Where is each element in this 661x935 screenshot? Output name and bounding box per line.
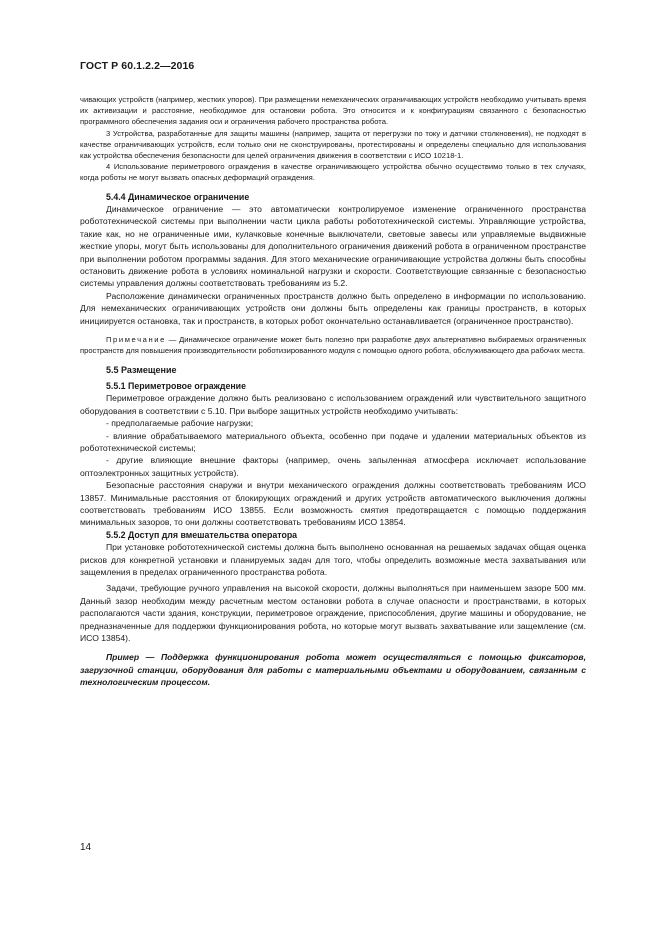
page-header-standard: ГОСТ Р 60.1.2.2—2016 — [80, 60, 195, 72]
list-item: - другие влияющие внешние факторы (например, очень запыленная атмосфера исключает использование оптоэлектронных защитных устройств). — [80, 455, 586, 478]
note-3: 3 Устройства, разработанные для защиты машины (например, защита от перегрузки по току и датчики столкновения), не подходят в качестве ограничивающих устройств, если только они не сконструированы, протестированы и определены специально для использования как устройства обеспечения безопасности для целей ограничения движения в соответствии с ИСО 10218-1. — [80, 128, 586, 161]
heading-5-5: 5.5 Размещение — [106, 364, 177, 375]
page-body — [80, 94, 586, 689]
heading-5-5-1: 5.5.1 Периметровое ограждение — [106, 380, 246, 391]
example-text: — Поддержка функционирования робота может осуществляться с помощью фиксаторов, загрузочной станции, оборудования для работы с материальными объектами и оборудованием, связанным с технологическим процессом. — [80, 652, 586, 688]
paragraph-safe-distances: Безопасные расстояния снаружи и внутри механического ограждения должны соответствовать требованиям ИСО 13857. Минимальные расстояния от блокирующих ограждений и других устройств автоматического выключения должны соответствовать требованиям ИСО 13855. Если возможность смятия предотвращается с помощью поддержания минимальных зазоров, то они должны соответствовать требованиям ИСО 13854. — [80, 480, 586, 528]
list-item: - предполагаемые рабочие нагрузки; — [106, 418, 254, 429]
paragraph-risk-assessment: При установке робототехнической системы должна быть выполнено основанная на решаемых задачах общая оценка рисков для конкретной установки и планируемых задач для того, чтобы определить возможные места захватывания или защемления в пределах ограниченного пространства робота. — [80, 542, 586, 577]
note-text: — Динамическое ограничение может быть полезно при разработке двух альтернативно выбираемых ограниченных пространств для повышения производительности роботизированного модуля с помощью одного робота, обслуживающего два рабочих места. — [80, 335, 586, 356]
example-label: Пример — [106, 652, 140, 663]
paragraph-perimeter-guard: Периметровое ограждение должно быть реализовано с использованием ограждений или чувствительного защитного оборудования в соответствии с 5.10. При выборе защитных устройств необходимо учитывать: — [80, 393, 586, 416]
note-label: Примечание — [106, 335, 166, 345]
paragraph-dynamic-spaces: Расположение динамически ограниченных пространств должно быть определено в информации по использованию. Для немеханических ограничивающих устройств они должны быть определены как границы пространств, в которых инициируется остановка, так и пространств, в которых робот окончательно останавливается (ограниченное пространство). — [80, 290, 586, 326]
paragraph-manual-control: Задачи, требующие ручного управления на высокой скорости, должны выполняться при наименьшем зазоре 500 мм. Данный зазор необходим между расчетным местом остановки робота в случае опасности и пространствами, в которых располагаются части здания, конструкции, периметровое ограждение, приспособления, другие машины и оборудование, не предназначенные для поддержки функционирования робота, но которые могут вызвать захватывание или защемление (см. ИСО 13854). — [80, 583, 586, 644]
list-item: - влияние обрабатываемого материального объекта, особенно при подаче и удалении материальных объектов из робототехнической системы; — [80, 430, 586, 453]
paragraph-continuation: чивающих устройств (например, жестких упоров). При размещении немеханических ограничивающих устройств необходимо учитывать время их активизации и расстояние, необходимое для остановки робота. Это относится и к конфигурациям связанного с безопасностью программного обеспечения задания оси и ограничения рабочего пространства робота. — [80, 95, 586, 127]
paragraph-dynamic-limiting: Динамическое ограничение — это автоматически контролируемое изменение ограниченного пространства робототехнической системы при выполнении части цикла работы робототехнической системы. Управляющие устройства, такие как, но не ограниченные ими, кулачковые конечные выключатели, световые завесы или управляемые выдвижные жесткие упоры, могут быть использованы для дополнительного ограничения движений робота в ограниченном пространстве при выполнении роботом программы задания. Для этого механические ограничивающие устройства должны быть способны остановить движение робота в условиях номинальной нагрузки и скорости. Соответствующие связанные с безопасностью системы управления должны соответствовать требованиям из 5.2. — [80, 204, 586, 289]
note-dynamic — [80, 334, 586, 356]
heading-5-4-4: 5.4.4 Динамическое ограничение — [106, 191, 250, 202]
heading-5-5-2: 5.5.2 Доступ для вмешательства оператора — [106, 529, 298, 540]
page-number: 14 — [80, 842, 92, 853]
example-paragraph — [80, 651, 586, 688]
note-4: 4 Использование периметрового ограждения в качестве ограничивающего устройства обычно осуществимо только в тех случаях, когда роботы не могут вызвать опасных деформаций ограждения. — [80, 162, 586, 183]
